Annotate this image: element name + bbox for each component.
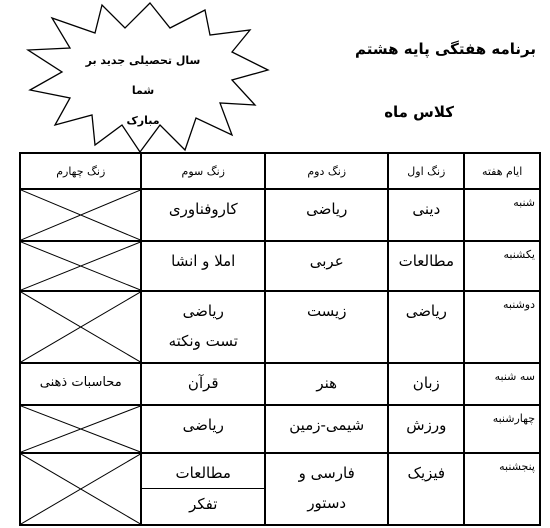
empty-cell (20, 241, 141, 291)
subject-cell (141, 291, 265, 363)
empty-cell (20, 405, 141, 453)
greeting-line-2: مبارک (126, 114, 160, 127)
day-cell: چهارشنبه (464, 405, 540, 453)
table-row (20, 241, 540, 291)
header-period-2: زنگ دوم (265, 153, 388, 189)
subject-cell: ریاضی (141, 405, 265, 453)
subject-cell: مطالعات (388, 241, 464, 291)
subject-line-2: تفکر (189, 495, 218, 513)
subject-line-1: مطالعات (142, 458, 264, 489)
subject-cell: کاروفناوری (141, 189, 265, 241)
subject-cell: فیزیک (388, 453, 464, 525)
subject-cell: عربی (265, 241, 388, 291)
subject-line-1: ریاضی (182, 302, 224, 320)
empty-cell (20, 291, 141, 363)
subject-cell (141, 453, 265, 525)
greeting-line-1: سال تحصیلی جدید بر شما (85, 54, 201, 97)
header-days: ایام هفته (464, 153, 540, 189)
day-cell: سه شنبه (464, 363, 540, 405)
table-row (20, 363, 540, 405)
empty-cell (20, 453, 141, 525)
table-row (20, 291, 540, 363)
subject-cell (265, 453, 388, 525)
schedule-table (19, 152, 541, 526)
empty-cell (20, 189, 141, 241)
table-row (20, 453, 540, 525)
subject-cell: ریاضی (265, 189, 388, 241)
subject-line-2: دستور (307, 494, 347, 512)
day-cell: پنجشنبه (464, 453, 540, 525)
subject-line-1: فارسی و (298, 464, 355, 482)
day-cell: دوشنبه (464, 291, 540, 363)
table-row (20, 405, 540, 453)
subject-cell: ریاضی (388, 291, 464, 363)
subject-cell: ورزش (388, 405, 464, 453)
page-title: برنامه هفتگی پایه هشتم (354, 40, 536, 58)
subject-cell: املا و انشا (141, 241, 265, 291)
subject-cell: زیست (265, 291, 388, 363)
greeting-text (78, 46, 208, 136)
subject-cell: قرآن (141, 363, 265, 405)
header-period-1: زنگ اول (388, 153, 464, 189)
day-cell: شنبه (464, 189, 540, 241)
table-row (20, 189, 540, 241)
subject-cell: زبان (388, 363, 464, 405)
header-period-3: زنگ سوم (141, 153, 265, 189)
header-row (20, 153, 540, 189)
subject-cell: هنر (265, 363, 388, 405)
subject-cell: شیمی-زمین (265, 405, 388, 453)
subject-cell: دینی (388, 189, 464, 241)
class-name: کلاس ماه (384, 103, 454, 121)
day-cell: یکشنبه (464, 241, 540, 291)
subject-cell: محاسبات ذهنی (20, 363, 141, 405)
header-period-4: زنگ چهارم (20, 153, 141, 189)
subject-line-2: تست ونکته (168, 332, 238, 350)
